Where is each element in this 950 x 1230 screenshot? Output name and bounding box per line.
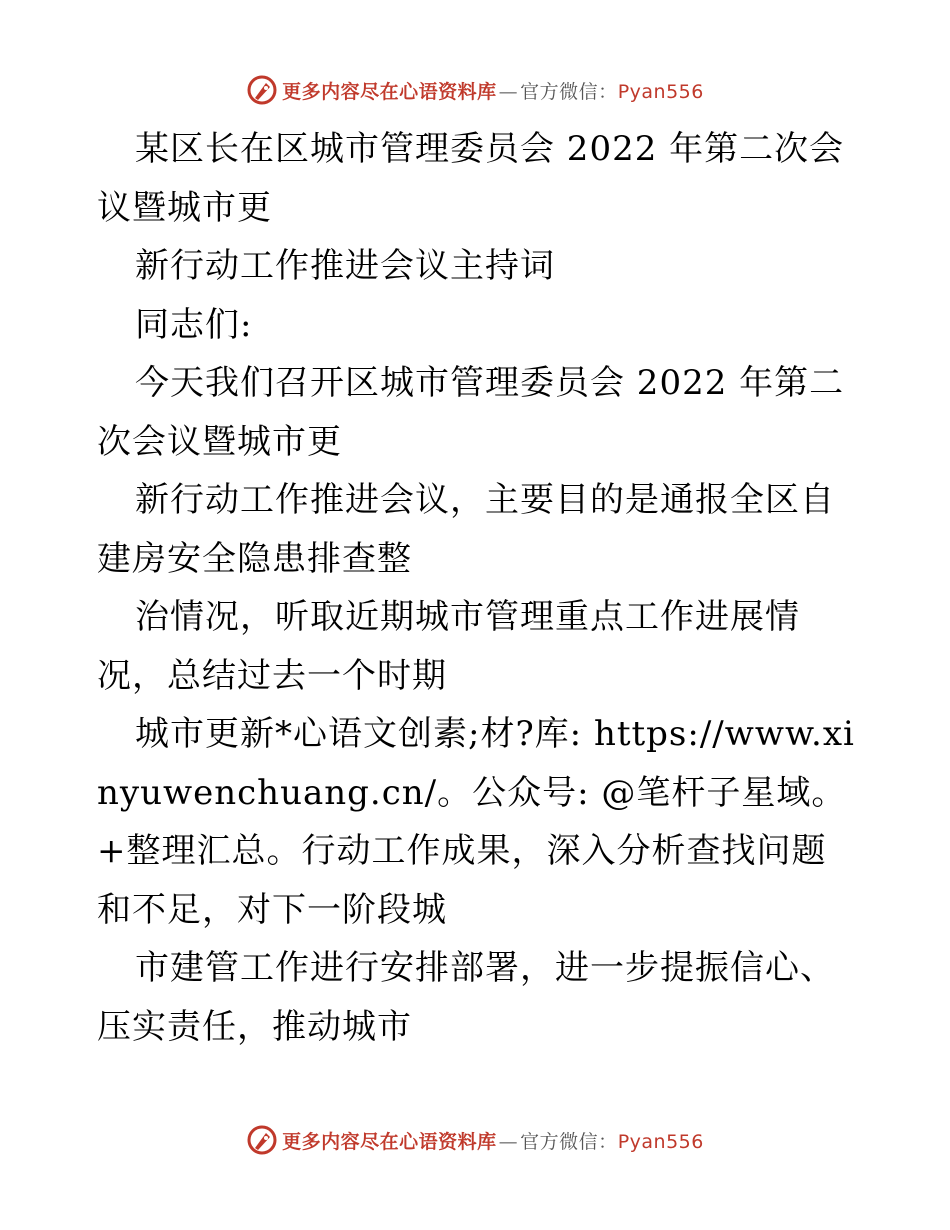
header-banner xyxy=(0,70,950,110)
pen-nib-logo-icon xyxy=(246,1124,278,1156)
document-paragraph: 新行动工作推进会议主持词 xyxy=(135,246,555,286)
document-paragraph: 治情况，听取近期城市管理重点工作进展情况，总结过去一个时期 xyxy=(97,597,800,696)
document-body xyxy=(97,120,857,1056)
banner-text xyxy=(282,1127,704,1154)
document-paragraph: 今天我们召开区城市管理委员会 2022 年第二次会议暨城市更 xyxy=(97,363,845,462)
banner-wechat-id: Pyan556 xyxy=(617,80,704,103)
document-title: 某区长在区城市管理委员会 2022 年第二次会议暨城市更 xyxy=(97,129,845,228)
banner-official-label: 官方微信： xyxy=(520,80,618,103)
footer-banner xyxy=(0,1120,950,1160)
banner-text xyxy=(282,77,704,104)
salutation: 同志们: xyxy=(135,304,253,345)
banner-separator: — xyxy=(498,1130,519,1153)
banner-separator: — xyxy=(498,80,519,103)
document-paragraph: 市建管工作进行安排部署，进一步提振信心、压实责任，推动城市 xyxy=(97,948,835,1047)
document-paragraph: 新行动工作推进会议，主要目的是通报全区自建房安全隐患排查整 xyxy=(97,480,835,579)
banner-promo-text: 更多内容尽在心语资料库 xyxy=(282,80,497,103)
banner-wechat-id: Pyan556 xyxy=(617,1130,704,1153)
banner-promo-text: 更多内容尽在心语资料库 xyxy=(282,1130,497,1153)
pen-nib-logo-icon xyxy=(246,74,278,106)
document-paragraph: 城市更新*心语文创素;材?库: https://www.xinyuwenchuang.cn/。公众号: @笔杆子星域。+整理汇总。行动工作成果，深入分析查找问题和不足，对下一阶段城 xyxy=(97,714,855,930)
banner-official-label: 官方微信： xyxy=(520,1130,618,1153)
